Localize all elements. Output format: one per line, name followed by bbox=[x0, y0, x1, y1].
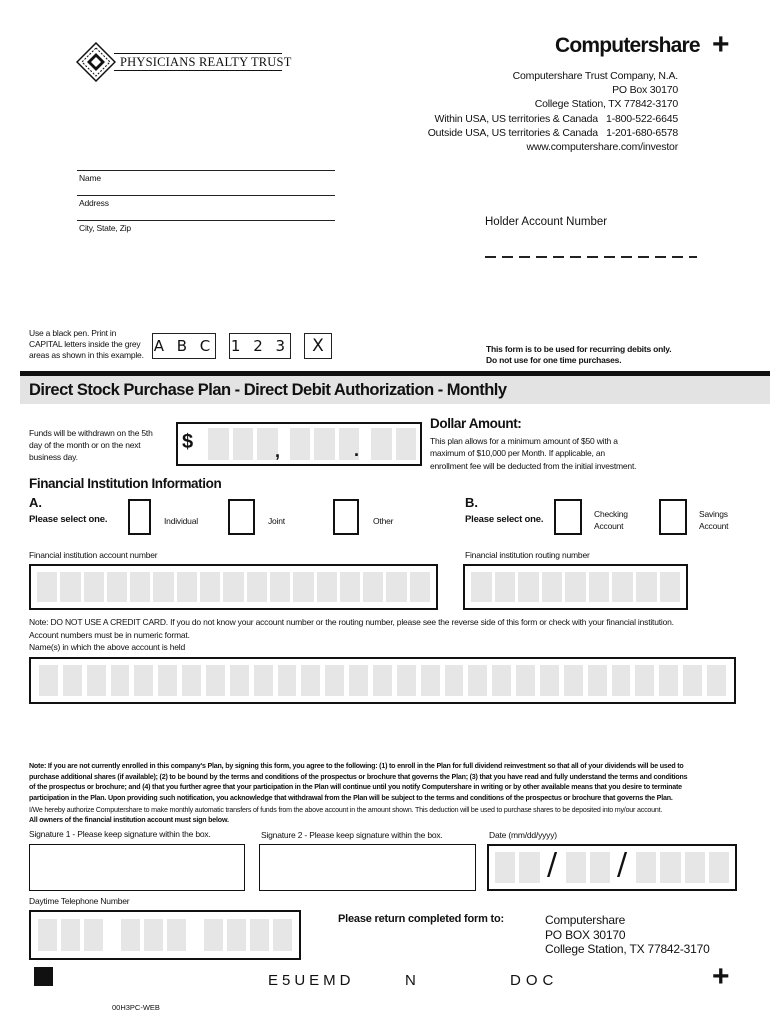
individual-checkbox[interactable] bbox=[128, 499, 151, 535]
date-label: Date (mm/dd/yyyy) bbox=[489, 830, 557, 840]
account-number-label: Financial institution account number bbox=[29, 550, 158, 560]
joint-label: Joint bbox=[268, 516, 285, 526]
authorization-text: I/We hereby authorize Computershare to make monthly automatic transfers of funds from the above account in the amount shown. This deduction will be used to purchase shares to be deposited into my/our account. bbox=[29, 806, 663, 814]
signature-2-label: Signature 2 - Please keep signature within the box. bbox=[261, 830, 443, 840]
dollar-amount-line: maximum of $10,000 per Month. If applicable, an bbox=[430, 448, 605, 459]
address-label: Address bbox=[79, 198, 109, 208]
dollar-amount-heading: Dollar Amount: bbox=[430, 416, 522, 431]
footer-code-2: N bbox=[405, 972, 416, 989]
checking-label-line: Checking bbox=[594, 509, 628, 519]
footer-code-1: E5UEMD bbox=[268, 972, 355, 989]
agent-address-line: College Station, TX 77842-3170 bbox=[534, 98, 678, 111]
agent-address-line: Computershare Trust Company, N.A. bbox=[512, 70, 678, 82]
checking-label-line: Account bbox=[594, 521, 624, 531]
routing-number-input[interactable] bbox=[463, 564, 688, 610]
footer-code-3: DOC bbox=[510, 972, 559, 989]
agent-address-line: www.computershare.com/investor bbox=[526, 141, 678, 154]
recurring-note-line: Do not use for one time purchases. bbox=[486, 355, 622, 365]
legal-note-line: purchase additional shares (if available); (2) to be bound by the terms and conditions of the prospectus or brochure that governs the Plan; (3) that you have read and fully understand the terms and conditions bbox=[29, 772, 688, 781]
legal-note-line: participation in the Plan. Upon providing such notification, you acknowledge that withdrawal from the Plan will be subject to the terms and conditions of the prospectus or brochure that governs the Plan. bbox=[29, 793, 673, 802]
address-line bbox=[77, 195, 335, 196]
return-address-line: College Station, TX 77842-3170 bbox=[545, 942, 710, 957]
dollar-amount-text bbox=[430, 435, 636, 472]
form-id: 00H3PC-WEB bbox=[112, 1003, 160, 1012]
phone-input[interactable] bbox=[29, 910, 301, 960]
phone-label: Daytime Telephone Number bbox=[29, 896, 130, 906]
credit-card-note bbox=[29, 616, 759, 654]
thousands-separator: , bbox=[275, 441, 281, 461]
footer-plus-icon: + bbox=[712, 960, 730, 993]
savings-label-line: Account bbox=[699, 521, 729, 531]
routing-number-label: Financial institution routing number bbox=[465, 550, 590, 560]
agent-address-line: Within USA, US territories & Canada 1-800-522-6645 bbox=[434, 112, 678, 125]
numeric-format-note: Account numbers must be in numeric format. bbox=[29, 629, 190, 640]
recurring-note-line: This form is to be used for recurring debits only. bbox=[486, 344, 672, 354]
legal-note bbox=[29, 761, 769, 803]
section-a-label: A. bbox=[29, 495, 42, 510]
holder-account-dashes bbox=[485, 256, 697, 258]
signature-1-label: Signature 1 - Please keep signature within the box. bbox=[29, 829, 211, 839]
account-holder-label: Name(s) in which the above account is held bbox=[29, 642, 186, 652]
owners-sign-note: All owners of the financial institution account must sign below. bbox=[29, 816, 229, 824]
date-input[interactable] bbox=[487, 844, 737, 891]
savings-label bbox=[699, 508, 728, 532]
return-address-line: Computershare bbox=[545, 913, 626, 927]
select-a-label: Please select one. bbox=[29, 514, 108, 525]
dollar-amount-line: enrollment fee will be deducted from the initial investment. bbox=[430, 460, 637, 471]
agent-address-line: PO Box 30170 bbox=[612, 84, 678, 97]
other-label: Other bbox=[373, 516, 394, 526]
holder-account-label: Holder Account Number bbox=[485, 216, 608, 228]
funds-text bbox=[29, 427, 153, 463]
registration-plus-icon: + bbox=[712, 28, 730, 61]
recurring-note bbox=[486, 344, 671, 366]
return-address bbox=[545, 913, 710, 957]
account-holder-names-input[interactable] bbox=[29, 657, 736, 704]
demo-numbers-box: 1 2 3 bbox=[229, 333, 291, 359]
signature-1-box[interactable] bbox=[29, 844, 245, 891]
select-b-label: Please select one. bbox=[465, 514, 544, 525]
funds-text-line: business day. bbox=[29, 452, 78, 462]
account-number-input[interactable] bbox=[29, 564, 438, 610]
computershare-logo: Computershare bbox=[555, 34, 700, 57]
checking-checkbox[interactable] bbox=[554, 499, 582, 535]
pen-instruction-line: Use a black pen. Print in bbox=[29, 328, 117, 338]
pen-instruction-line: CAPITAL letters inside the grey bbox=[29, 339, 141, 349]
diamond-logo-icon bbox=[76, 42, 116, 82]
name-label: Name bbox=[79, 173, 101, 183]
physicians-realty-logo bbox=[76, 42, 316, 82]
signature-2-box[interactable] bbox=[259, 844, 476, 891]
form-title: Direct Stock Purchase Plan - Direct Debit Authorization - Monthly bbox=[29, 381, 507, 399]
dollar-amount-input[interactable] bbox=[176, 422, 422, 466]
legal-note-line: of the prospectus or brochure; and (4) that you further agree that your participation in the Plan will continue until you notify Computershare in writing or by other available means that you desire to terminate bbox=[29, 783, 682, 792]
fi-heading: Financial Institution Information bbox=[29, 476, 222, 491]
agent-address bbox=[400, 69, 678, 154]
name-line bbox=[77, 170, 335, 171]
funds-text-line: Funds will be withdrawn on the 5th bbox=[29, 428, 153, 438]
funds-text-line: day of the month or on the next bbox=[29, 440, 141, 450]
credit-card-note-line: Note: DO NOT USE A CREDIT CARD. If you do not know your account number or the routing number, please see the reverse side of this form or check with your financial institution. bbox=[29, 617, 674, 627]
date-separator-2: / bbox=[617, 847, 628, 882]
dollar-amount-line: This plan allows for a minimum amount of $50 with a bbox=[430, 436, 618, 446]
agent-address-line: Outside USA, US territories & Canada 1-201-680-6578 bbox=[427, 126, 678, 139]
date-separator-1: / bbox=[547, 847, 558, 882]
section-b-label: B. bbox=[465, 495, 478, 510]
joint-checkbox[interactable] bbox=[228, 499, 255, 535]
currency-symbol: $ bbox=[182, 431, 194, 453]
savings-label-line: Savings bbox=[699, 509, 728, 519]
decimal-point: . bbox=[354, 440, 360, 460]
company-logo-text: PHYSICIANS REALTY TRUST bbox=[120, 55, 292, 69]
return-address-line: PO BOX 30170 bbox=[545, 927, 626, 942]
city-line bbox=[77, 220, 335, 221]
demo-letters-box: A B C bbox=[152, 333, 216, 359]
pen-instruction-line: areas as shown in this example. bbox=[29, 350, 144, 360]
pen-instructions bbox=[29, 328, 144, 361]
return-label: Please return completed form to: bbox=[338, 913, 504, 925]
registration-square-icon bbox=[34, 967, 53, 986]
checking-label bbox=[594, 508, 628, 532]
city-label: City, State, Zip bbox=[79, 223, 131, 233]
other-checkbox[interactable] bbox=[333, 499, 359, 535]
legal-note-line: Note: If you are not currently enrolled in this company's Plan, by signing this form, you agree to the following: (1) to enroll in the Plan for full dividend reinvestment so that all of your dividends will be used to bbox=[29, 762, 684, 770]
individual-label: Individual bbox=[164, 516, 198, 526]
demo-mark-box: X bbox=[304, 333, 332, 359]
savings-checkbox[interactable] bbox=[659, 499, 687, 535]
